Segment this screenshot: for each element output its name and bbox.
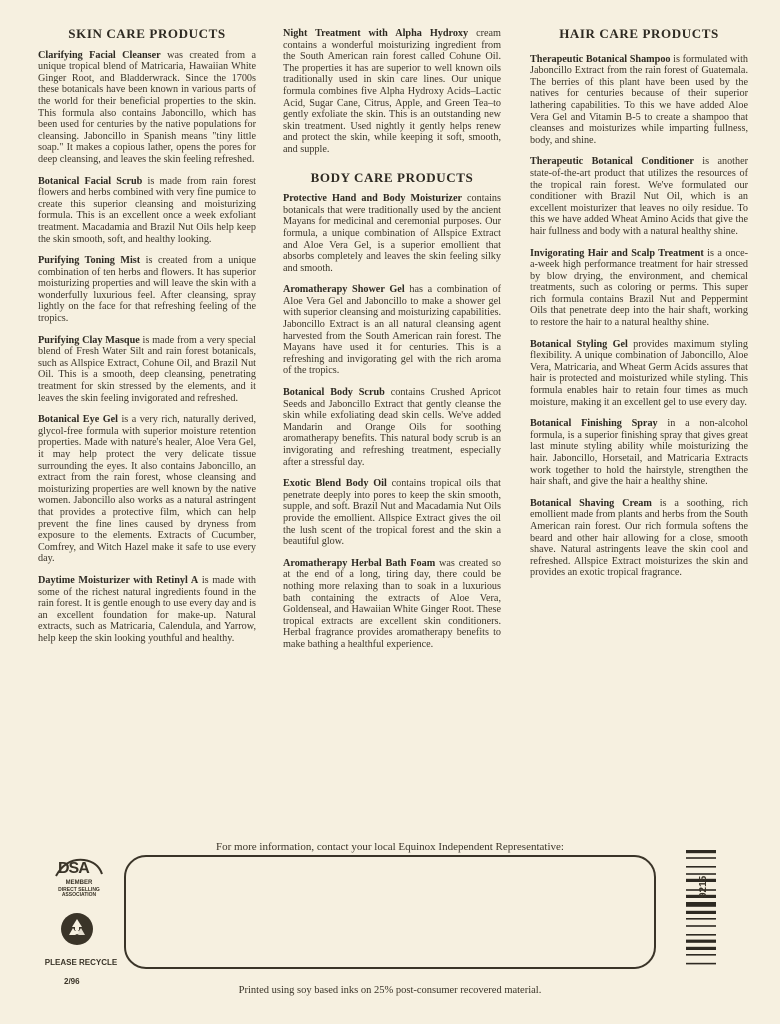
product-name: Botanical Eye Gel <box>38 414 118 426</box>
product-description: is a once-a-week high performance treatment for hair stressed by blow drying, the environment, and chemical treatments, such as coloring or perms. This super rich formula contains Brazil Nut and Peppermint Oils that penetrate deep into the hair shaft, working to restore the hair to a natural healthy shine. <box>530 247 748 329</box>
product-item <box>530 54 748 147</box>
product-item <box>283 387 501 468</box>
column-middle <box>283 28 501 661</box>
product-item <box>530 248 748 329</box>
dsa-member-label: MEMBER <box>65 880 93 886</box>
product-description: was created so at the end of a long, tiring day, there could be nothing more relaxing than to soak in a luxurious bath containing the extracts of Aloe Vera, Goldenseal, and Hawaiian White Ginger Root. These tropical extracts are excellent skin conditioners. Herbal fragrance provides aromatherapy benefits to make bathing a healthful experience. <box>283 557 501 650</box>
product-description: is made from rain forest flowers and herbs combined with very fine pumice to create this superior cleansing and moisturizing formula. This is an excellent once a week exfoliant treatment. Macadamia and Brazil Nut Oils help keep the skin smooth, soft, and healthy looking. <box>38 175 256 245</box>
product-item <box>283 558 501 651</box>
product-item <box>283 193 501 274</box>
product-description: contains Crushed Apricot Seeds and Jaboncillo Extract that gently cleanse the skin while exfoliating dead skin cells. We've added Mandarin and Orange Oils for soothing aromatherapy benefits. This natural body scrub is an invigorating and refreshing treatment, especially after a stressful day. <box>283 387 501 468</box>
product-item <box>530 498 748 579</box>
dsa-association-label: DIRECT SELLING ASSOCIATION <box>58 887 100 898</box>
product-name: Botanical Styling Gel <box>530 338 628 350</box>
product-name: Night Treatment with Alpha Hydroxy <box>283 28 469 39</box>
please-recycle-label: PLEASE RECYCLE <box>44 958 118 967</box>
product-name: Botanical Body Scrub <box>283 387 385 399</box>
product-name: Purifying Clay Masque <box>38 334 140 346</box>
date-code: 2/96 <box>64 977 80 986</box>
product-name: Aromatherapy Shower Gel <box>283 284 405 296</box>
body-care-heading: BODY CARE PRODUCTS <box>310 169 474 185</box>
product-description: in a non-alcohol formula, is a superior finishing spray that gives great last minute styling ability while moisturizing the hair. Jaboncillo, Horsetail, and Matricaria Extracts work together to hold the hairstyle, strengthen the hair shaft, and give the hair a healthy shine. <box>530 418 748 488</box>
representative-contact-box <box>124 855 656 969</box>
product-description: contains botanicals that were traditionally used by the ancient Mayans for medicinal and ceremonial purposes. Our formula, a unique combination of Allspice Extract and Aloe Vera Gel, is a superior emollient that absorbs completely and leaves the skin feeling silky and smooth. <box>283 193 501 274</box>
product-description: provides maximum styling flexibility. A unique combination of Jaboncillo, Aloe Vera, Matricaria, and Wheat Germ Acids assures that hair is protected and moisturized while styling. This formula enables hair to retain four times as much moisture, making it an excellent gel to use every day. <box>530 338 748 408</box>
product-description: is made with some of the richest natural ingredients found in the rain forest. It is gentle enough to use every day and is an excellent foundation for make-up. Natural extracts, such as Matricaria, Calendula, and Yarrow, help keep the skin looking youthful and healthy. <box>38 574 256 644</box>
dsa-logo-text: DSA <box>58 860 89 877</box>
product-name: Purifying Toning Mist <box>38 255 141 267</box>
hair-care-heading: HAIR CARE PRODUCTS <box>559 26 719 41</box>
product-description: has a combination of Aloe Vera Gel and Jaboncillo to make a shower gel with superior cleansing and moisturizing capabilities. Jaboncillo Extract is an all natural cleansing agent harvested from the South American rain forest. The Mayans have used it for centuries. This is a refreshing and invigorating gel with the rich aroma of the tropics. <box>283 284 501 377</box>
product-description: is created from a unique combination of ten herbs and flowers. It has superior moisturizing properties and will leave the skin with a wonderfully luxurious feel. After cleansing, spray lightly on the face for that refreshing feeling of the tropics. <box>38 255 256 325</box>
skin-care-heading: SKIN CARE PRODUCTS <box>68 26 226 41</box>
product-name: Botanical Finishing Spray <box>530 418 658 430</box>
product-name: Daytime Moisturizer with Retinyl A <box>38 574 199 586</box>
contact-label: For more information, contact your local Equinox Independent Representative: <box>216 841 564 853</box>
product-item <box>38 335 256 405</box>
column-right <box>530 28 748 589</box>
product-name: Therapeutic Botanical Conditioner <box>530 156 694 168</box>
dsa-logo <box>54 856 104 898</box>
product-name: Invigorating Hair and Scalp Treatment <box>530 247 704 259</box>
barcode-number: 9215 <box>698 875 709 898</box>
product-name: Protective Hand and Body Moisturizer <box>283 193 462 205</box>
dsa-mark-icon <box>54 856 104 880</box>
product-name: Therapeutic Botanical Shampoo <box>530 53 671 65</box>
product-name: Botanical Shaving Cream <box>530 497 652 509</box>
product-description: is made from a very special blend of Fresh Water Silt and rain forest botanicals, such as Allspice Extract, Cohune Oil, and Brazil Nut Oil. This is a smooth, deep cleansing, penetrating treatment for skin stressed by the elements, and it leaves the skin feeling invigorated and refreshed. <box>38 334 256 404</box>
product-item <box>283 284 501 377</box>
product-name: Clarifying Facial Cleanser <box>38 49 161 61</box>
product-description: contains tropical oils that penetrate deeply into pores to keep the skin smooth, supple, and soft. Brazil Nut and Macadamia Nut Oils provide the emollient. Allspice Extract gives the oil the lush scent of the tropical forest and the skin a beautiful glow. <box>283 478 501 548</box>
product-item <box>283 478 501 548</box>
product-item <box>530 418 748 488</box>
product-description: is formulated with Jaboncillo Extract from the rain forest of Guatemala. The berries of this plant have been used by the natives for centuries because of their superior lathering capabilities. To this we have added Aloe Vera Gel and Vitamin B-5 to create a shampoo that cleanses and moisturizes while imparting fullness, body, and shine. <box>530 53 748 146</box>
product-name: Aromatherapy Herbal Bath Foam <box>283 557 436 569</box>
product-item <box>38 255 256 325</box>
product-item <box>38 414 256 565</box>
barcode-icon <box>686 848 738 998</box>
product-description: is a soothing, rich emollient made from plants and herbs from the South American rain forest. Our rich formula softens the beard and other hair allowing for a close, smooth shave. Natural astringents leave the skin cool and refreshed. Allspice Extract moisturizes the skin and provides an exotic tropical fragrance. <box>530 497 748 579</box>
recycle-icon <box>60 912 94 946</box>
product-name: Botanical Facial Scrub <box>38 175 143 187</box>
column-left <box>38 28 256 655</box>
product-description: was created from a unique tropical blend of Matricaria, Hawaiian White Ginger Root, and Bladderwrack. Since the 1700s these botanicals have been known in various parts of the world for their beneficial properties to the skin. This formula also contains Jaboncillo, which has been used for centuries by the native populations for cleansing. Jaboncillo in Spanish means "tiny little soap." It makes a copious lather, opens the pores for deep cleansing, and leaves the skin feeling refreshed. <box>38 49 257 165</box>
product-description: is a very rich, naturally derived, glycol-free formula with superior moisture retention properties. Made with nature's healer, Aloe Vera Gel, it may help protect the very delicate tissue surrounding the eyes. It also contains Jaboncillo, an extract from the rain forest, whose cleansing and moisturizing properties are well known by the native women. Jaboncillo also works as a natural astringent that provides a protective film, which can help prevent the fine lines caused by dryness from exposure to the elements. Extracts of Cucumber, Comfrey, and Witch Hazel make it safe to use every day. <box>38 414 256 565</box>
product-description: is another state-of-the-art product that utilizes the resources of the tropical rain forest. We've formulated our conditioner with Brazil Nut Oil, which is an excellent moisturizer that leaves no oily residue. To this we have added Wheat Amino Acids that give the hair fullness and body with a natural healthy shine. <box>530 156 748 237</box>
product-description: cream contains a wonderful moisturizing ingredient from the South American rain forest called Cohune Oil. The properties it has are superior to well known oils traditionally used in skin care lines. Our unique formula combines five Alpha Hydroxy Acids–Lactic Acid, Sugar Cane, Citrus, Apple, and Green Tea–to gently exfoliate the skin. This is an outstanding new skin treatment. Used nightly it gently helps renew and protect the skin, while keeping it soft, smooth, and supple. <box>283 28 501 155</box>
product-item <box>283 28 501 156</box>
product-name: Exotic Blend Body Oil <box>283 478 387 490</box>
product-item <box>530 156 748 237</box>
printing-note: Printed using soy based inks on 25% post-consumer recovered material. <box>238 985 542 996</box>
product-item <box>38 176 256 246</box>
product-item <box>38 575 256 645</box>
product-item <box>530 339 748 409</box>
product-item <box>38 50 256 166</box>
